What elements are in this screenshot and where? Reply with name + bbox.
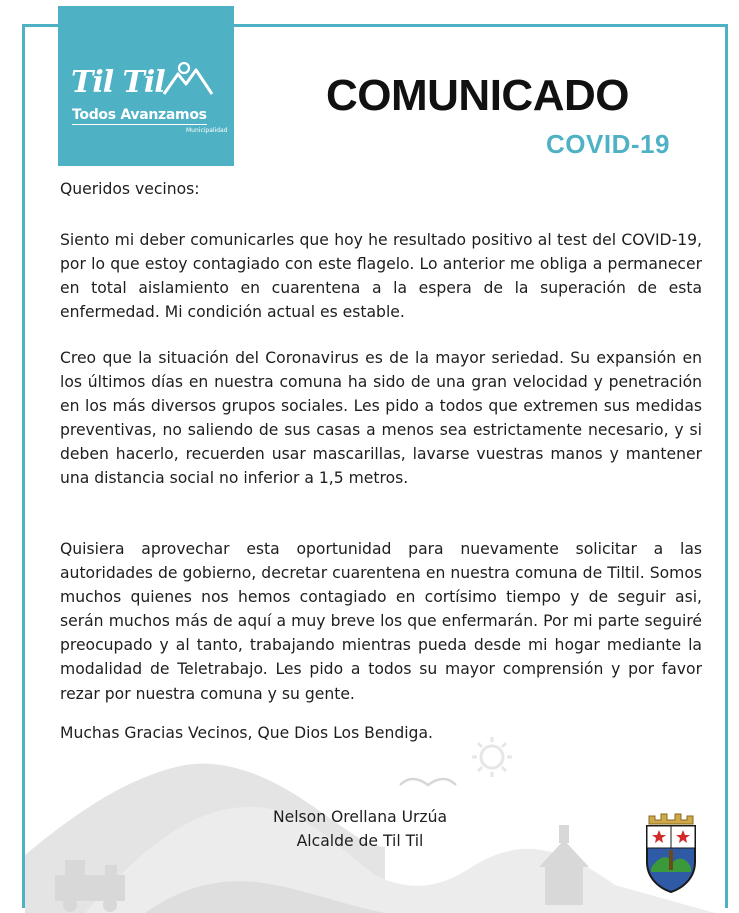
page-title: COMUNICADO [326, 71, 629, 120]
sun-icon [472, 737, 512, 777]
page-subtitle: COVID-19 [546, 129, 670, 159]
logo-subline: Municipalidad [186, 127, 228, 134]
signatory-name: Nelson Orellana Urzúa [272, 808, 448, 826]
municipality-logo [58, 6, 234, 166]
letter-paragraph-1: Siento mi deber comunicarles que hoy he resultado positivo al test del COVID-19, por lo que estoy contagiado con este flagelo. Lo anterior me obliga a permanecer en total aislamiento en cuarentena a la espera de la superación de esta enfermedad. Mi condición actual es estable. [60, 231, 702, 322]
letter-greeting: Queridos vecinos: [60, 180, 200, 198]
logo-slogan: Todos Avanzamos [72, 107, 207, 123]
letter-paragraph-2: Creo que la situación del Coronavirus es de la mayor seriedad. Su expansión en los últimos días en nuestra comuna ha sido de una gran velocidad y penetración en los más diversos grupos sociales. Les pido a todos que extremen sus medidas preventivas, no saliendo de sus casas a menos sea estrictamente necesario, y si deben hacerlo, recuerden usar mascarillas, lavarse vuestras manos y mantener una distancia social no inferior a 1,5 metros. [60, 349, 702, 488]
signatory-title: Alcalde de Til Til [296, 832, 424, 850]
letter-paragraph-3: Quisiera aprovechar esta oportunidad para nuevamente solicitar a las autoridades de gobierno, decretar cuarentena en nuestra comuna de Tiltil. Somos muchos quienes nos hemos contagiado en cortísimo tiempo y de seguir asi, serán muchos más de aquí a muy breve los que enfermarán. Por mi parte seguiré preocupado y al tanto, trabajando mientras pueda desde mi hogar mediante la modalidad de Teletrabajo. Les pido a todos su mayor comprensión y por favor rezar por nuestra comuna y su gente. [60, 540, 702, 703]
letter-closing: Muchas Gracias Vecinos, Que Dios Los Bendiga. [60, 724, 433, 742]
logo-title: Til Til [71, 65, 165, 100]
mountains-icon [162, 62, 214, 96]
municipal-crest-icon [641, 806, 701, 894]
